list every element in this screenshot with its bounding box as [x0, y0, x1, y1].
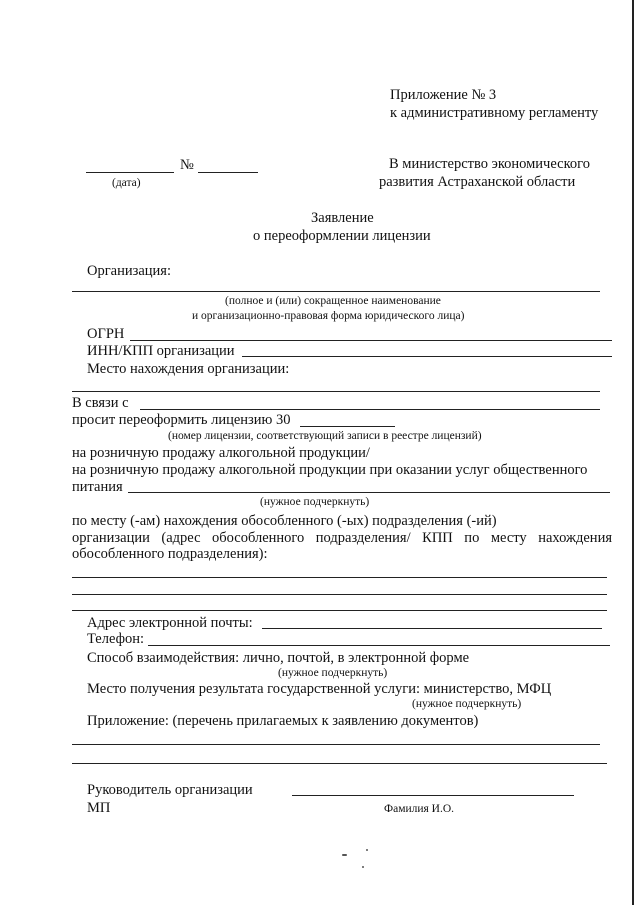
scan-speck: [342, 854, 347, 856]
due-to-label: В связи с: [72, 395, 129, 411]
addressee-line2: развития Астраханской области: [379, 174, 576, 190]
result-caption: (нужное подчеркнуть): [412, 698, 522, 710]
branch-address-line-2: обособленного подразделения):: [72, 546, 268, 562]
email-label: Адрес электронной почты:: [87, 615, 253, 631]
attachment-field-1[interactable]: [72, 744, 600, 745]
number-sign: №: [180, 157, 194, 173]
appendix-regulation: к административному регламенту: [390, 105, 599, 121]
license-number-line[interactable]: [300, 426, 395, 427]
branch-address-line-1: организации (адрес обособленного подразделения/ КПП по месту нахождения: [72, 530, 612, 546]
email-field-line[interactable]: [262, 628, 602, 629]
addressee-line1: В министерство экономического: [389, 156, 590, 172]
inn-kpp-label: ИНН/КПП организации: [87, 343, 235, 359]
ogrn-label: ОГРН: [87, 326, 125, 342]
page-edge: [632, 0, 634, 905]
number-field-line: [198, 172, 258, 173]
phone-field-line[interactable]: [148, 645, 610, 646]
branch-line: по месту (-ам) нахождения обособленного (-ых) подразделения (-ий): [72, 513, 497, 529]
signature-line[interactable]: [292, 795, 574, 796]
location-label: Место нахождения организации:: [87, 361, 290, 377]
head-of-organization-label: Руководитель организации: [87, 782, 253, 798]
catering-line-1: на розничную продажу алкогольной продукции при оказании услуг общественного: [72, 462, 588, 478]
name-caption: Фамилия И.О.: [384, 803, 455, 815]
request-text: просит переоформить лицензию 30: [72, 412, 291, 428]
catering-field-line[interactable]: [128, 492, 610, 493]
license-caption: (номер лицензии, соответствующий записи в реестре лицензий): [168, 430, 482, 442]
date-field-line: [86, 172, 174, 173]
inn-kpp-field-line[interactable]: [242, 356, 612, 357]
branch-address-field-2[interactable]: [72, 594, 607, 595]
phone-label: Телефон:: [87, 631, 145, 647]
underline-caption: (нужное подчеркнуть): [260, 496, 370, 508]
retail-line: на розничную продажу алкогольной продукции/: [72, 445, 370, 461]
organization-label: Организация:: [87, 263, 172, 279]
attachment-field-2[interactable]: [72, 763, 607, 764]
stamp-label: МП: [87, 800, 111, 816]
document-title: Заявление: [311, 210, 374, 226]
attachment-label: Приложение: (перечень прилагаемых к заявлению документов): [87, 713, 479, 729]
branch-address-field-1[interactable]: [72, 577, 607, 578]
organization-name-line[interactable]: [72, 291, 600, 292]
ogrn-field-line[interactable]: [130, 340, 612, 341]
scan-speck: [362, 866, 364, 868]
appendix-number: Приложение № 3: [390, 87, 497, 103]
due-to-field-line[interactable]: [140, 409, 600, 410]
date-caption: (дата): [112, 177, 141, 189]
organization-caption-2: и организационно-правовая форма юридического лица): [192, 310, 465, 322]
location-field-line[interactable]: [72, 391, 600, 392]
result-place: Место получения результата государственной услуги: министерство, МФЦ: [87, 681, 552, 697]
scan-speck: [366, 849, 368, 851]
organization-caption-1: (полное и (или) сокращенное наименование: [225, 295, 441, 307]
interaction-method: Способ взаимодействия: лично, почтой, в электронной форме: [87, 650, 470, 666]
branch-address-field-3[interactable]: [72, 610, 607, 611]
interaction-caption: (нужное подчеркнуть): [278, 667, 388, 679]
catering-line-2: питания: [72, 479, 123, 495]
document-subtitle: о переоформлении лицензии: [253, 228, 431, 244]
